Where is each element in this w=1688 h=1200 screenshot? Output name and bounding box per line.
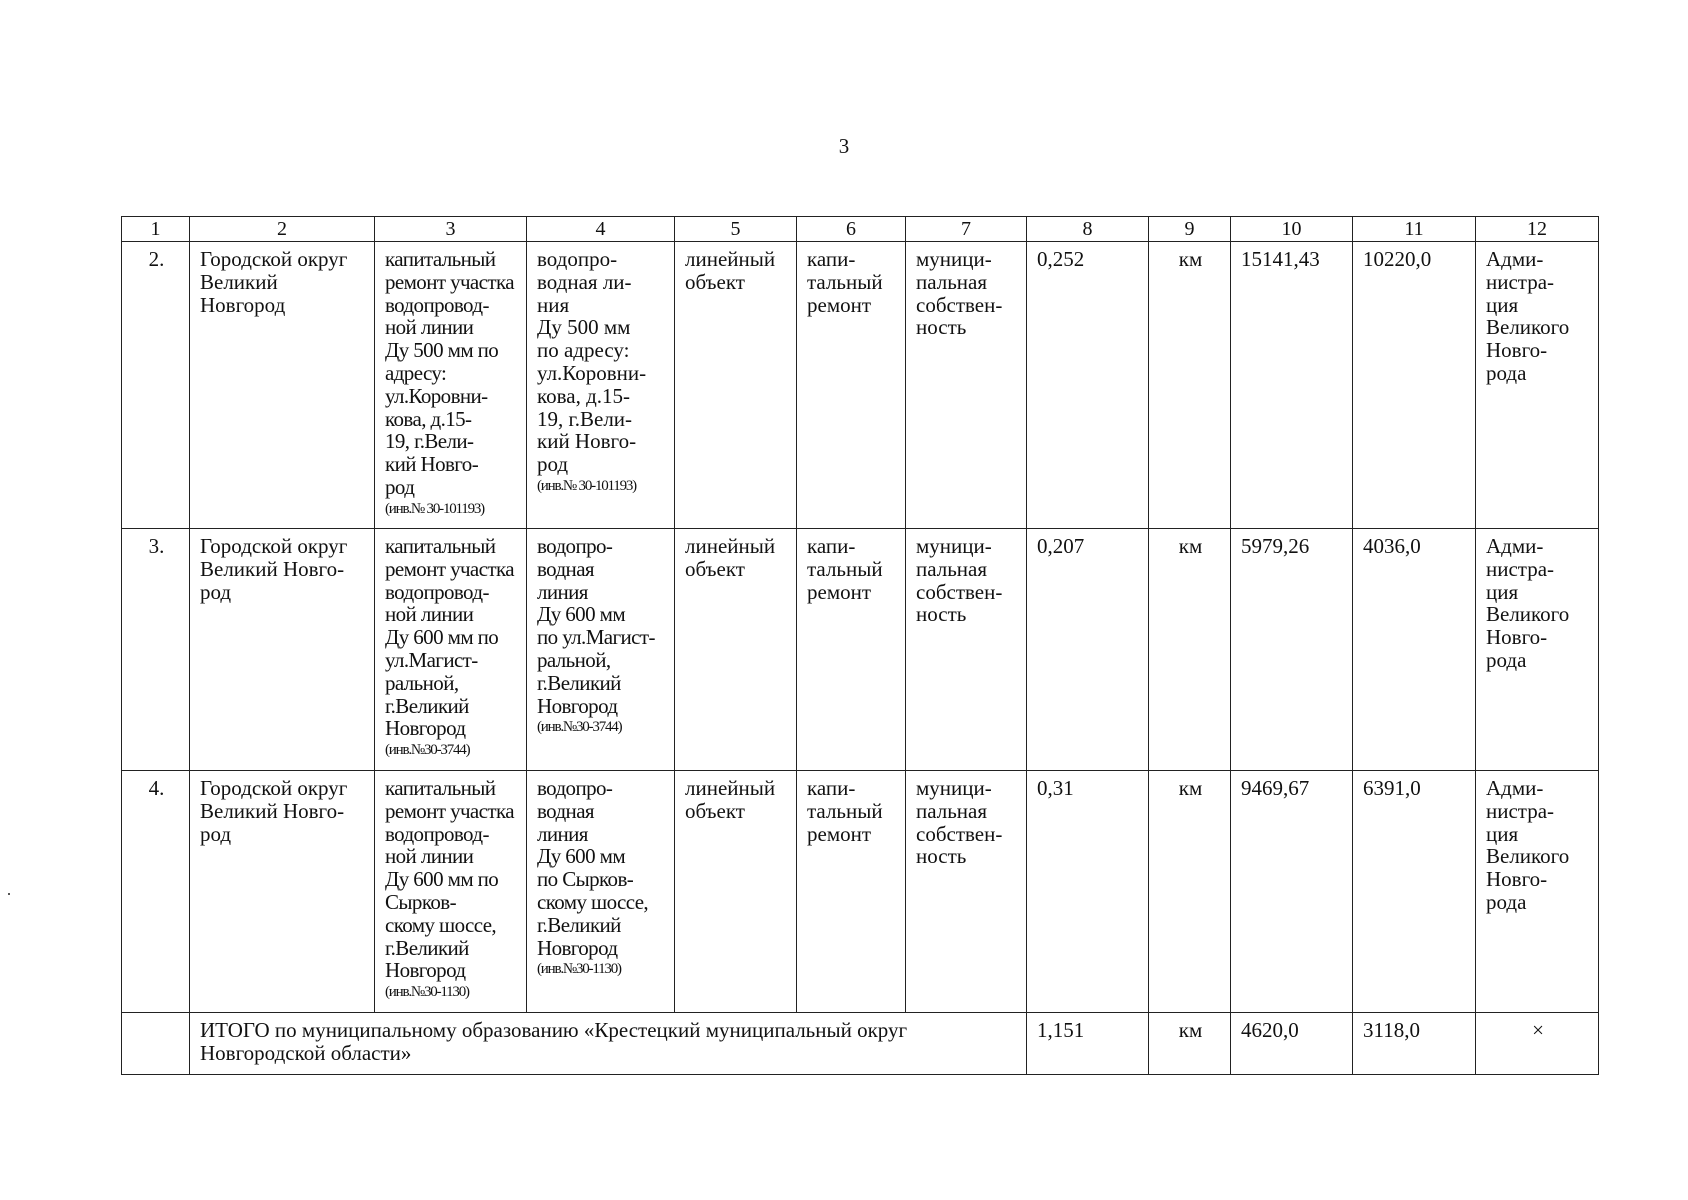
municipality-cell [190, 529, 375, 771]
unit-cell: км [1149, 771, 1231, 1013]
ownership-cell [906, 242, 1027, 529]
inventory-number: (инв.№ 30-101193) [385, 500, 484, 517]
column-number: 1 [122, 217, 190, 242]
table-row [122, 529, 1599, 771]
column-number: 6 [797, 217, 906, 242]
column-number: 3 [375, 217, 527, 242]
object-description-text: водопро- водная линия Ду 600 мм по Сырков- скому шоссе, г.Великий Новгород [537, 776, 649, 960]
work-description-text: капитальный ремонт участка водопровод- ной линии Ду 600 мм по ул.Магист- ральной, г.Великий Новгород [385, 534, 514, 741]
quantity-cell: 0,252 [1027, 242, 1149, 529]
page-number: 3 [838, 134, 850, 158]
scan-speck [8, 893, 10, 895]
total-value-11-cell: 3118,0 [1353, 1013, 1476, 1075]
object-description-cell [527, 242, 675, 529]
work-type-cell [797, 529, 906, 771]
customer-text: Адми- нистра- ция Великого Новго- рода [1486, 776, 1570, 914]
customer-cell [1476, 529, 1599, 771]
object-description-cell [527, 771, 675, 1013]
column-number: 8 [1027, 217, 1149, 242]
object-description-cell [527, 529, 675, 771]
work-description-text: капитальный ремонт участка водопровод- ной линии Ду 600 мм по Сырков- скому шоссе, г.Великий Новгород [385, 776, 514, 983]
work-type-text: капи- тальный ремонт [807, 247, 883, 317]
work-type-text: капи- тальный ремонт [807, 534, 883, 604]
inventory-number: (инв.№30-1130) [385, 984, 469, 1001]
total-quantity-cell: 1,151 [1027, 1013, 1149, 1075]
work-description-cell [375, 242, 527, 529]
customer-text: Адми- нистра- ция Великого Новго- рода [1486, 534, 1570, 672]
table-row [122, 242, 1599, 529]
quantity-cell: 0,31 [1027, 771, 1149, 1013]
row-number: 4. [122, 771, 190, 1013]
column-number: 4 [527, 217, 675, 242]
customer-text: Адми- нистра- ция Великого Новго- рода [1486, 247, 1570, 385]
work-type-cell [797, 771, 906, 1013]
municipality-cell [190, 771, 375, 1013]
object-description-text: водопро- водная ли- ния Ду 500 мм по адресу: ул.Коровни- кова, д.15- 19, г.Вели- кий Новго- род [537, 247, 647, 477]
ownership-cell [906, 529, 1027, 771]
object-type-cell [675, 529, 797, 771]
total-row [122, 1013, 1599, 1075]
inventory-number: (инв.№30-3744) [385, 742, 470, 759]
work-description-cell [375, 771, 527, 1013]
empty-cell [122, 1013, 190, 1075]
total-not-applicable-mark: × [1476, 1013, 1599, 1075]
ownership-text: муници- пальная собствен- ность [916, 534, 1003, 627]
municipality-text: Городской округ Великий Новгород [200, 247, 348, 317]
column-number: 10 [1231, 217, 1353, 242]
work-description-text: капитальный ремонт участка водопровод- ной линии Ду 500 мм по адресу: ул.Коровни- кова, д.15- 19, г.Вели- кий Новго- род [385, 247, 514, 499]
table-row [122, 771, 1599, 1013]
value-11-cell: 6391,0 [1353, 771, 1476, 1013]
object-type-cell [675, 771, 797, 1013]
total-unit-cell: км [1149, 1013, 1231, 1075]
total-label: ИТОГО по муниципальному образованию «Крестецкий муниципальный округ Новгородской области» [190, 1013, 1027, 1075]
ownership-cell [906, 771, 1027, 1013]
customer-cell [1476, 242, 1599, 529]
quantity-cell: 0,207 [1027, 529, 1149, 771]
row-number: 2. [122, 242, 190, 529]
works-table [121, 216, 1599, 1075]
municipality-text: Городской округ Великий Новго- род [200, 776, 348, 846]
customer-cell [1476, 771, 1599, 1013]
inventory-number: (инв.№30-1130) [537, 961, 621, 978]
value-10-cell: 9469,67 [1231, 771, 1353, 1013]
ownership-text: муници- пальная собствен- ность [916, 776, 1003, 869]
object-type-text: линейный объект [685, 247, 776, 294]
column-number: 9 [1149, 217, 1231, 242]
inventory-number: (инв.№30-3744) [537, 719, 622, 736]
total-value-10-cell: 4620,0 [1231, 1013, 1353, 1075]
object-description-text: водопро- водная линия Ду 600 мм по ул.Магист- ральной, г.Великий Новгород [537, 534, 655, 718]
work-type-text: капи- тальный ремонт [807, 776, 883, 846]
object-type-text: линейный объект [685, 534, 776, 581]
value-11-cell: 10220,0 [1353, 242, 1476, 529]
object-type-text: линейный объект [685, 776, 776, 823]
column-number-row [122, 217, 1599, 242]
column-number: 11 [1353, 217, 1476, 242]
unit-cell: км [1149, 529, 1231, 771]
column-number: 2 [190, 217, 375, 242]
municipality-text: Городской округ Великий Новго- род [200, 534, 348, 604]
unit-cell: км [1149, 242, 1231, 529]
inventory-number: (инв.№ 30-101193) [537, 477, 636, 494]
work-description-cell [375, 529, 527, 771]
ownership-text: муници- пальная собствен- ность [916, 247, 1003, 340]
row-number: 3. [122, 529, 190, 771]
object-type-cell [675, 242, 797, 529]
municipality-cell [190, 242, 375, 529]
column-number: 5 [675, 217, 797, 242]
value-10-cell: 5979,26 [1231, 529, 1353, 771]
work-type-cell [797, 242, 906, 529]
column-number: 12 [1476, 217, 1599, 242]
value-11-cell: 4036,0 [1353, 529, 1476, 771]
value-10-cell: 15141,43 [1231, 242, 1353, 529]
column-number: 7 [906, 217, 1027, 242]
